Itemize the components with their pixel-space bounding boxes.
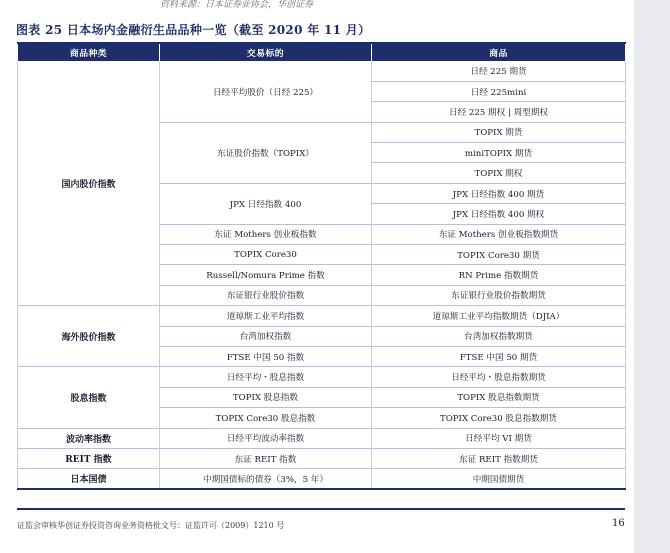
category-cell: 国内股价指数 bbox=[18, 61, 160, 306]
category-cell: REIT 指数 bbox=[18, 448, 160, 468]
underlying-cell: 日经平均・股息指数 bbox=[160, 367, 372, 387]
underlying-cell: 道琼斯工业平均指数 bbox=[160, 306, 372, 326]
product-cell: TOPIX Core30 期货 bbox=[372, 245, 626, 265]
right-side-panel bbox=[634, 0, 670, 553]
product-cell: 日经平均・股息指数期货 bbox=[372, 367, 626, 387]
category-cell: 股息指数 bbox=[18, 367, 160, 428]
product-cell: FTSE 中国 50 期货 bbox=[372, 346, 626, 366]
product-cell: 日经平均 VI 期货 bbox=[372, 428, 626, 448]
product-cell: 日经 225mini bbox=[372, 81, 626, 101]
product-cell: 东证银行业股价指数期货 bbox=[372, 285, 626, 305]
underlying-cell: JPX 日经指数 400 bbox=[160, 183, 372, 224]
product-cell: 东证 REIT 指数期货 bbox=[372, 448, 626, 468]
header-product: 商品 bbox=[372, 43, 626, 61]
category-cell: 波动率指数 bbox=[18, 428, 160, 448]
underlying-cell: TOPIX Core30 股息指数 bbox=[160, 408, 372, 428]
underlying-cell: 东证股价指数（TOPIX） bbox=[160, 122, 372, 183]
footer-divider bbox=[17, 508, 625, 510]
product-cell: JPX 日经指数 400 期权 bbox=[372, 204, 626, 224]
figure-title: 图表 25 日本场内金融衍生品品种一览（截至 2020 年 11 月） bbox=[16, 23, 371, 37]
category-cell: 海外股价指数 bbox=[18, 306, 160, 367]
table-row bbox=[18, 306, 626, 326]
table-row bbox=[18, 469, 626, 489]
underlying-cell: FTSE 中国 50 指数 bbox=[160, 346, 372, 366]
category-cell: 日本国债 bbox=[18, 469, 160, 489]
underlying-cell: 台湾加权指数 bbox=[160, 326, 372, 346]
derivatives-table bbox=[17, 42, 626, 490]
table-row bbox=[18, 367, 626, 387]
product-cell: 台湾加权指数期货 bbox=[372, 326, 626, 346]
source-note: 资料来源：日本证券业协会，华创证券 bbox=[160, 0, 314, 10]
table-header-row bbox=[18, 43, 626, 61]
underlying-cell: 东证 Mothers 创业板指数 bbox=[160, 224, 372, 244]
underlying-cell: 日经平均股价（日经 225） bbox=[160, 61, 372, 122]
footer-license: 证监会审核华创证券投资咨询业务资格批文号：证监许可（2009）1210 号 bbox=[17, 521, 285, 530]
product-cell: 日经 225 期货 bbox=[372, 61, 626, 81]
table-body bbox=[18, 61, 626, 489]
product-cell: TOPIX Core30 股息指数期货 bbox=[372, 408, 626, 428]
product-cell: 道琼斯工业平均指数期货（DJIA） bbox=[372, 306, 626, 326]
product-cell: TOPIX 股息指数期货 bbox=[372, 387, 626, 407]
table-row bbox=[18, 61, 626, 81]
page-number: 16 bbox=[612, 518, 625, 529]
table-row bbox=[18, 428, 626, 448]
product-cell: 日经 225 期权 | 周型期权 bbox=[372, 102, 626, 122]
product-cell: TOPIX 期权 bbox=[372, 163, 626, 183]
product-cell: JPX 日经指数 400 期货 bbox=[372, 183, 626, 203]
underlying-cell: TOPIX Core30 bbox=[160, 245, 372, 265]
product-cell: 中期国债期货 bbox=[372, 469, 626, 489]
table-row bbox=[18, 448, 626, 468]
product-cell: RN Prime 指数期货 bbox=[372, 265, 626, 285]
header-category: 商品种类 bbox=[18, 43, 160, 61]
underlying-cell: 东证 REIT 指数 bbox=[160, 448, 372, 468]
product-cell: 东证 Mothers 创业板指数期货 bbox=[372, 224, 626, 244]
product-cell: miniTOPIX 期货 bbox=[372, 143, 626, 163]
underlying-cell: Russell/Nomura Prime 指数 bbox=[160, 265, 372, 285]
underlying-cell: 中期国债标的债券（3%，5 年） bbox=[160, 469, 372, 489]
header-underlying: 交易标的 bbox=[160, 43, 372, 61]
underlying-cell: 东证银行业股价指数 bbox=[160, 285, 372, 305]
underlying-cell: TOPIX 股息指数 bbox=[160, 387, 372, 407]
underlying-cell: 日经平均波动率指数 bbox=[160, 428, 372, 448]
product-cell: TOPIX 期货 bbox=[372, 122, 626, 142]
